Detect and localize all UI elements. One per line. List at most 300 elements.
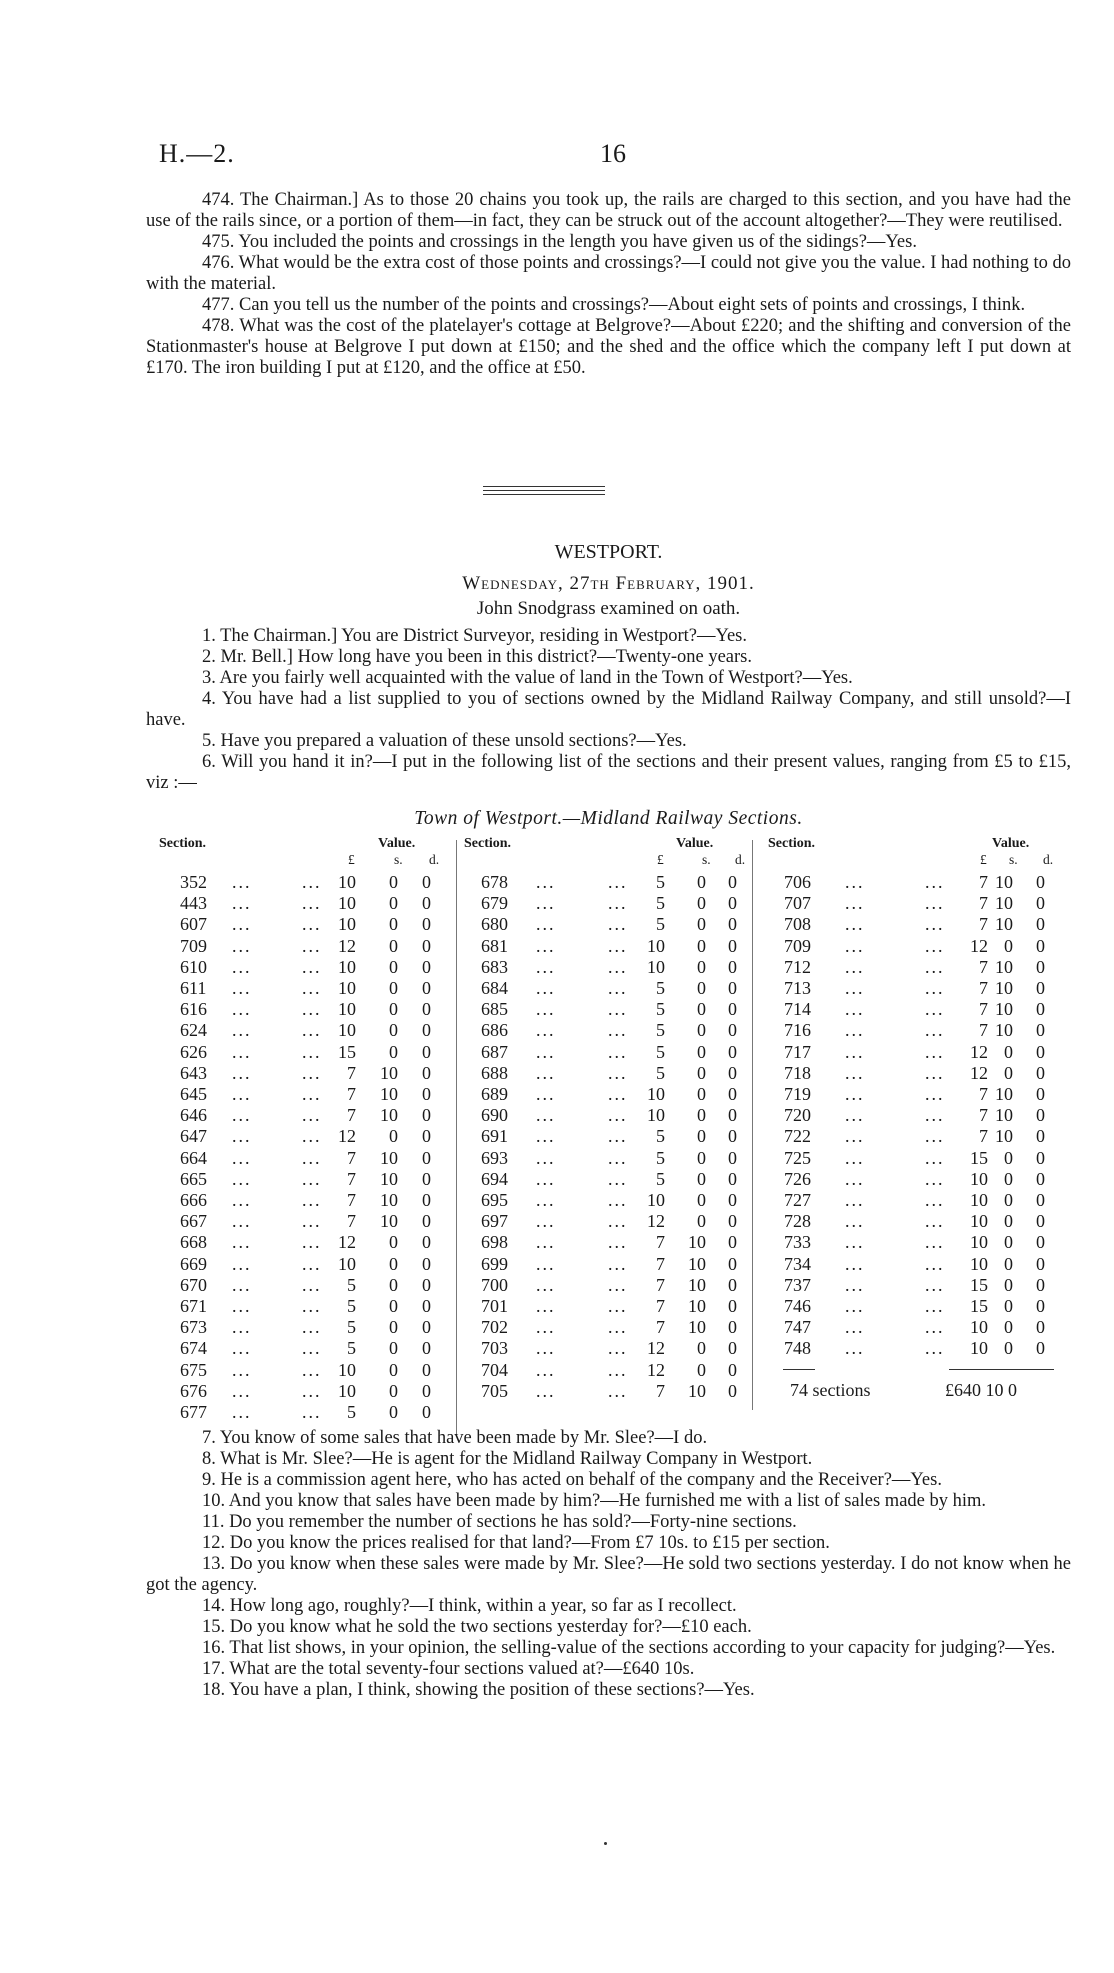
value-shillings: 0 <box>697 1190 706 1210</box>
value-pence: 0 <box>1036 1253 1045 1274</box>
question-18: 18. You have a plan, I think, showing the position of these sections?—Yes. <box>202 1680 755 1700</box>
dot-leader: ... <box>536 956 556 977</box>
value-pence: 0 <box>728 956 737 977</box>
value-pence: 0 <box>728 1084 737 1104</box>
value-pence: 0 <box>1036 1190 1045 1210</box>
dot-leader: ... <box>536 1380 556 1401</box>
dot-leader: ... <box>536 1168 556 1189</box>
value-shillings: 10 <box>995 1020 1013 1041</box>
value-shillings: 0 <box>697 1062 706 1083</box>
lsd-shilling-1: s. <box>394 852 403 867</box>
section-number: 684 <box>481 978 508 998</box>
value-pounds: 5 <box>347 1402 356 1422</box>
dot-leader: ... <box>536 1211 556 1232</box>
value-shillings: 0 <box>389 956 398 977</box>
dot-leader: ... <box>232 1147 252 1168</box>
dot-leader: ... <box>536 1105 556 1126</box>
column-header-section-2: Section. <box>464 836 512 851</box>
value-pence: 0 <box>422 1232 431 1253</box>
dot-leader: ... <box>845 914 865 935</box>
dot-leader: ... <box>845 1062 865 1083</box>
value-shillings: 0 <box>389 999 398 1020</box>
dot-leader: ... <box>302 1274 322 1295</box>
dot-leader: ... <box>608 999 628 1020</box>
dot-leader: ... <box>232 1211 252 1232</box>
lsd-pound-3: £ <box>980 852 987 867</box>
value-pounds: 5 <box>347 1317 356 1338</box>
section-number: 720 <box>784 1105 811 1126</box>
dot-leader: ... <box>925 1232 945 1253</box>
dot-leader: ... <box>302 1041 322 1062</box>
value-pence: 0 <box>1036 1020 1045 1041</box>
section-number: 607 <box>180 914 207 935</box>
value-shillings: 10 <box>995 1105 1013 1126</box>
value-pence: 0 <box>1036 1168 1045 1189</box>
testimony-block-top <box>146 190 1071 379</box>
dot-leader: ... <box>302 1126 322 1147</box>
section-number: 693 <box>481 1147 508 1168</box>
value-pence: 0 <box>422 1317 431 1338</box>
section-number: 734 <box>784 1253 811 1274</box>
value-pounds: 7 <box>979 999 988 1020</box>
value-pounds: 7 <box>656 1253 665 1274</box>
lsd-shilling-3: s. <box>1009 852 1018 867</box>
question-1: 1. The Chairman.] You are District Surveyor, residing in Westport?—Yes. <box>202 626 748 646</box>
question-476: 476. What would be the extra cost of those points and crossings?—I could not give you the value. I had nothing to do with the material. <box>146 253 1071 294</box>
dot-leader: ... <box>608 1211 628 1232</box>
section-number: 667 <box>180 1211 207 1232</box>
section-number: 700 <box>481 1274 508 1295</box>
dot-leader: ... <box>302 1190 322 1210</box>
value-pence: 0 <box>728 1317 737 1338</box>
section-number: 714 <box>784 999 811 1020</box>
dot-leader: ... <box>302 1084 322 1104</box>
section-number: 676 <box>180 1380 207 1401</box>
value-shillings: 0 <box>697 1211 706 1232</box>
dot-leader: ... <box>608 1380 628 1401</box>
value-pounds: 7 <box>979 893 988 914</box>
dot-leader: ... <box>302 1232 322 1253</box>
dot-leader: ... <box>845 978 865 998</box>
value-pounds: 10 <box>338 1359 356 1380</box>
value-shillings: 0 <box>697 999 706 1020</box>
dot-leader: ... <box>232 978 252 998</box>
value-pounds: 10 <box>338 1253 356 1274</box>
dot-leader: ... <box>845 1041 865 1062</box>
question-15: 15. Do you know what he sold the two sections yesterday for?—£10 each. <box>202 1617 752 1637</box>
dot-leader: ... <box>536 1041 556 1062</box>
value-pence: 0 <box>422 1062 431 1083</box>
section-number: 708 <box>784 914 811 935</box>
dot-leader: ... <box>232 1062 252 1083</box>
section-number: 717 <box>784 1041 811 1062</box>
section-number: 645 <box>180 1084 207 1104</box>
section-number: 678 <box>481 872 508 892</box>
section-number: 746 <box>784 1296 811 1316</box>
dot-leader: ... <box>232 1380 252 1401</box>
value-pounds: 10 <box>338 1380 356 1401</box>
dot-leader: ... <box>608 914 628 935</box>
value-shillings: 0 <box>389 1338 398 1359</box>
value-pence: 0 <box>1036 978 1045 998</box>
value-shillings: 0 <box>389 978 398 998</box>
value-shillings: 10 <box>688 1380 706 1401</box>
value-pence: 0 <box>1036 1274 1045 1295</box>
dot-leader: ... <box>302 1359 322 1380</box>
dot-leader: ... <box>536 978 556 998</box>
value-pence: 0 <box>422 1380 431 1401</box>
dot-leader: ... <box>845 1317 865 1338</box>
value-shillings: 0 <box>697 1338 706 1359</box>
dot-leader: ... <box>232 935 252 956</box>
dot-leader: ... <box>608 1126 628 1147</box>
dot-leader: ... <box>608 1147 628 1168</box>
testimony-block-middle <box>146 626 1071 794</box>
dot-leader: ... <box>536 1253 556 1274</box>
section-divider-rule-3 <box>483 494 605 495</box>
value-pounds: 10 <box>338 999 356 1020</box>
witness-line <box>146 598 1071 620</box>
value-shillings: 10 <box>995 999 1013 1020</box>
value-shillings: 0 <box>389 1232 398 1253</box>
question-475: 475. You included the points and crossings in the length you have given us of the sidings?—Yes. <box>202 232 917 252</box>
value-pence: 0 <box>1036 893 1045 914</box>
value-shillings: 0 <box>1004 1338 1013 1359</box>
dot-leader: ... <box>925 893 945 914</box>
value-pounds: 7 <box>347 1190 356 1210</box>
dot-leader: ... <box>845 956 865 977</box>
section-number: 664 <box>180 1147 207 1168</box>
dot-leader: ... <box>302 1105 322 1126</box>
section-number: 611 <box>180 978 207 998</box>
value-pounds: 12 <box>647 1338 665 1359</box>
value-pence: 0 <box>422 1020 431 1041</box>
section-number: 690 <box>481 1105 508 1126</box>
dot-leader: ... <box>302 956 322 977</box>
section-number: 713 <box>784 978 811 998</box>
value-pounds: 15 <box>970 1274 988 1295</box>
value-pence: 0 <box>1036 999 1045 1020</box>
table-title: Town of Westport.—Midland Railway Sections. <box>414 808 803 829</box>
dot-leader: ... <box>232 999 252 1020</box>
dot-leader: ... <box>608 1041 628 1062</box>
lsd-pound-2: £ <box>657 852 664 867</box>
section-number: 681 <box>481 935 508 956</box>
value-shillings: 0 <box>1004 935 1013 956</box>
dot-leader: ... <box>536 914 556 935</box>
dot-leader: ... <box>845 1190 865 1210</box>
value-pounds: 7 <box>979 1126 988 1147</box>
lsd-shilling-2: s. <box>702 852 711 867</box>
dot-leader: ... <box>302 1380 322 1401</box>
value-shillings: 10 <box>995 914 1013 935</box>
question-6: 6. Will you hand it in?—I put in the following list of the sections and their present values, ranging from £5 to £15, viz :— <box>146 752 1071 793</box>
value-pence: 0 <box>1036 956 1045 977</box>
dot-leader: ... <box>845 1084 865 1104</box>
value-pounds: 7 <box>979 978 988 998</box>
section-number: 669 <box>180 1253 207 1274</box>
dot-leader: ... <box>232 1402 252 1422</box>
testimony-block-bottom <box>146 1428 1071 1701</box>
question-4: 4. You have had a list supplied to you of sections owned by the Midland Railway Company, and still unsold?—I have. <box>146 689 1071 730</box>
value-shillings: 10 <box>380 1211 398 1232</box>
dot-leader: ... <box>608 935 628 956</box>
section-number: 695 <box>481 1190 508 1210</box>
value-pence: 0 <box>422 1253 431 1274</box>
section-number: 610 <box>180 956 207 977</box>
value-pounds: 7 <box>979 1020 988 1041</box>
value-pence: 0 <box>422 999 431 1020</box>
dot-leader: ... <box>608 978 628 998</box>
dot-leader: ... <box>232 1190 252 1210</box>
dot-leader: ... <box>302 1020 322 1041</box>
value-pounds: 7 <box>656 1380 665 1401</box>
dot-leader: ... <box>845 1020 865 1041</box>
section-number: 748 <box>784 1338 811 1359</box>
section-number: 666 <box>180 1190 207 1210</box>
value-pounds: 7 <box>656 1296 665 1316</box>
lsd-pence-2: d. <box>735 852 746 867</box>
value-shillings: 0 <box>697 1147 706 1168</box>
value-pounds: 15 <box>970 1296 988 1316</box>
dot-leader: ... <box>302 1168 322 1189</box>
value-shillings: 0 <box>389 1402 398 1422</box>
value-pence: 0 <box>1036 1041 1045 1062</box>
value-pounds: 7 <box>347 1084 356 1104</box>
question-13: 13. Do you know when these sales were made by Mr. Slee?—He sold two sections yesterday. I do not know when he got the agency. <box>146 1554 1071 1595</box>
dot-leader: ... <box>302 1062 322 1083</box>
value-pounds: 5 <box>347 1274 356 1295</box>
value-shillings: 0 <box>1004 1041 1013 1062</box>
lsd-pound-1: £ <box>348 852 355 867</box>
value-pounds: 7 <box>656 1317 665 1338</box>
section-number: 673 <box>180 1317 207 1338</box>
dot-leader: ... <box>925 1211 945 1232</box>
question-478: 478. What was the cost of the platelayer's cottage at Belgrove?—About £220; and the shifting and conversion of the Stationmaster's house at Belgrove I put down at £150; and the shed and the office which the company left I put down at £170. The iron building I put at £120, and the office at £50. <box>146 316 1071 378</box>
section-number: 709 <box>180 935 207 956</box>
section-number: 352 <box>180 872 207 892</box>
question-14: 14. How long ago, roughly?—I think, within a year, so far as I recollect. <box>202 1596 737 1616</box>
value-pence: 0 <box>728 1211 737 1232</box>
value-pence: 0 <box>728 999 737 1020</box>
dot-leader: ... <box>302 1211 322 1232</box>
value-pounds: 5 <box>656 1126 665 1147</box>
value-shillings: 10 <box>995 893 1013 914</box>
value-pounds: 10 <box>970 1211 988 1232</box>
section-number: 679 <box>481 893 508 914</box>
value-shillings: 10 <box>380 1168 398 1189</box>
value-shillings: 0 <box>697 956 706 977</box>
question-2: 2. Mr. Bell.] How long have you been in this district?—Twenty-one years. <box>202 647 752 667</box>
dot-leader: ... <box>232 1338 252 1359</box>
value-shillings: 10 <box>688 1253 706 1274</box>
dot-leader: ... <box>302 893 322 914</box>
value-shillings: 10 <box>380 1147 398 1168</box>
dot-leader: ... <box>608 872 628 892</box>
dot-leader: ... <box>302 978 322 998</box>
section-number: 671 <box>180 1296 207 1316</box>
value-pence: 0 <box>1036 1317 1045 1338</box>
total-rule-label <box>783 1369 815 1370</box>
value-pounds: 10 <box>970 1253 988 1274</box>
value-pounds: 10 <box>338 978 356 998</box>
value-shillings: 10 <box>995 978 1013 998</box>
dot-leader: ... <box>925 1168 945 1189</box>
value-pence: 0 <box>422 1338 431 1359</box>
dot-leader: ... <box>232 914 252 935</box>
question-474: 474. The Chairman.] As to those 20 chains you took up, the rails are charged to this section, and you have had the use of the rails since, or a portion of them—in fact, they can be struck out of the account altogether?—They were reutilised. <box>146 190 1071 231</box>
dot-leader: ... <box>925 1190 945 1210</box>
dot-leader: ... <box>608 1168 628 1189</box>
lsd-pence-1: d. <box>429 852 440 867</box>
dot-leader: ... <box>536 1359 556 1380</box>
value-pence: 0 <box>422 1274 431 1295</box>
dot-leader: ... <box>302 935 322 956</box>
section-number: 697 <box>481 1211 508 1232</box>
section-number: 718 <box>784 1062 811 1083</box>
value-shillings: 0 <box>1004 1253 1013 1274</box>
value-pence: 0 <box>728 914 737 935</box>
value-pence: 0 <box>1036 1062 1045 1083</box>
witness-text: John Snodgrass examined on oath. <box>476 598 741 619</box>
value-pence: 0 <box>422 956 431 977</box>
dot-leader: ... <box>925 1084 945 1104</box>
value-shillings: 10 <box>380 1084 398 1104</box>
question-477: 477. Can you tell us the number of the points and crossings?—About eight sets of points and crossings, I think. <box>202 295 1026 315</box>
section-number: 727 <box>784 1190 811 1210</box>
value-shillings: 0 <box>1004 1317 1013 1338</box>
dot-leader: ... <box>302 1402 322 1422</box>
section-number: 733 <box>784 1232 811 1253</box>
value-pence: 0 <box>1036 1296 1045 1316</box>
section-divider-rule <box>483 486 605 487</box>
dot-leader: ... <box>608 1020 628 1041</box>
value-pounds: 10 <box>970 1168 988 1189</box>
section-number: 716 <box>784 1020 811 1041</box>
dot-leader: ... <box>232 1126 252 1147</box>
value-pence: 0 <box>422 893 431 914</box>
value-shillings: 0 <box>1004 1296 1013 1316</box>
question-12: 12. Do you know the prices realised for that land?—From £7 10s. to £15 per section. <box>202 1533 830 1553</box>
dot-leader: ... <box>232 1041 252 1062</box>
section-number: 712 <box>784 956 811 977</box>
value-pence: 0 <box>728 1105 737 1126</box>
total-rule-value <box>949 1369 1054 1370</box>
dot-leader: ... <box>232 893 252 914</box>
value-pence: 0 <box>422 1296 431 1316</box>
question-7: 7. You know of some sales that have been made by Mr. Slee?—I do. <box>202 1428 708 1448</box>
value-pounds: 7 <box>656 1274 665 1295</box>
value-shillings: 0 <box>389 914 398 935</box>
value-pounds: 12 <box>338 1232 356 1253</box>
section-number: 624 <box>180 1020 207 1041</box>
value-pounds: 7 <box>347 1105 356 1126</box>
value-shillings: 0 <box>697 1020 706 1041</box>
value-pence: 0 <box>728 1274 737 1295</box>
section-number: 683 <box>481 956 508 977</box>
value-pence: 0 <box>422 1190 431 1210</box>
dot-leader: ... <box>925 872 945 892</box>
section-number: 719 <box>784 1084 811 1104</box>
value-pence: 0 <box>422 1168 431 1189</box>
value-shillings: 0 <box>389 1317 398 1338</box>
dot-leader: ... <box>232 956 252 977</box>
dot-leader: ... <box>925 1274 945 1295</box>
dot-leader: ... <box>536 893 556 914</box>
value-shillings: 10 <box>380 1190 398 1210</box>
section-number: 616 <box>180 999 207 1020</box>
value-pounds: 10 <box>647 956 665 977</box>
dot-leader: ... <box>232 1020 252 1041</box>
section-number: 689 <box>481 1084 508 1104</box>
dot-leader: ... <box>925 978 945 998</box>
dot-leader: ... <box>845 872 865 892</box>
value-pounds: 10 <box>338 893 356 914</box>
value-pounds: 7 <box>979 914 988 935</box>
dot-leader: ... <box>536 1020 556 1041</box>
dot-leader: ... <box>845 1126 865 1147</box>
dot-leader: ... <box>608 956 628 977</box>
value-shillings: 0 <box>1004 1062 1013 1083</box>
section-number: 674 <box>180 1338 207 1359</box>
dot-leader: ... <box>845 1274 865 1295</box>
section-number: 646 <box>180 1105 207 1126</box>
value-pence: 0 <box>422 935 431 956</box>
value-shillings: 0 <box>389 1020 398 1041</box>
dot-leader: ... <box>536 1274 556 1295</box>
value-pounds: 5 <box>656 1062 665 1083</box>
value-pounds: 5 <box>656 872 665 892</box>
dot-leader: ... <box>302 999 322 1020</box>
dot-leader: ... <box>232 1084 252 1104</box>
value-shillings: 10 <box>380 1105 398 1126</box>
section-number: 643 <box>180 1062 207 1083</box>
dot-leader: ... <box>925 956 945 977</box>
section-number: 705 <box>481 1380 508 1401</box>
question-3: 3. Are you fairly well acquainted with the value of land in the Town of Westport?—Yes. <box>202 668 853 688</box>
dot-leader: ... <box>845 893 865 914</box>
dot-leader: ... <box>608 1105 628 1126</box>
value-shillings: 10 <box>380 1062 398 1083</box>
value-shillings: 0 <box>389 872 398 892</box>
value-pounds: 5 <box>347 1338 356 1359</box>
value-pounds: 10 <box>970 1338 988 1359</box>
value-pounds: 10 <box>970 1317 988 1338</box>
session-date: Wednesday, 27th February, 1901. <box>462 573 755 594</box>
value-pence: 0 <box>728 978 737 998</box>
value-shillings: 0 <box>697 1105 706 1126</box>
dot-leader: ... <box>925 1041 945 1062</box>
section-divider-rule-2 <box>483 490 605 491</box>
value-pence: 0 <box>422 978 431 998</box>
dot-leader: ... <box>232 1168 252 1189</box>
dot-leader: ... <box>925 1126 945 1147</box>
value-shillings: 0 <box>697 1168 706 1189</box>
value-shillings: 0 <box>697 872 706 892</box>
section-number: 626 <box>180 1041 207 1062</box>
section-number: 691 <box>481 1126 508 1147</box>
dot-leader: ... <box>536 1062 556 1083</box>
column-header-section-3: Section. <box>768 836 816 851</box>
dot-leader: ... <box>232 1232 252 1253</box>
dot-leader: ... <box>845 1105 865 1126</box>
dot-leader: ... <box>925 1062 945 1083</box>
dot-leader: ... <box>845 1147 865 1168</box>
value-shillings: 0 <box>697 893 706 914</box>
dot-leader: ... <box>845 935 865 956</box>
value-shillings: 0 <box>1004 1211 1013 1232</box>
value-shillings: 0 <box>1004 1190 1013 1210</box>
